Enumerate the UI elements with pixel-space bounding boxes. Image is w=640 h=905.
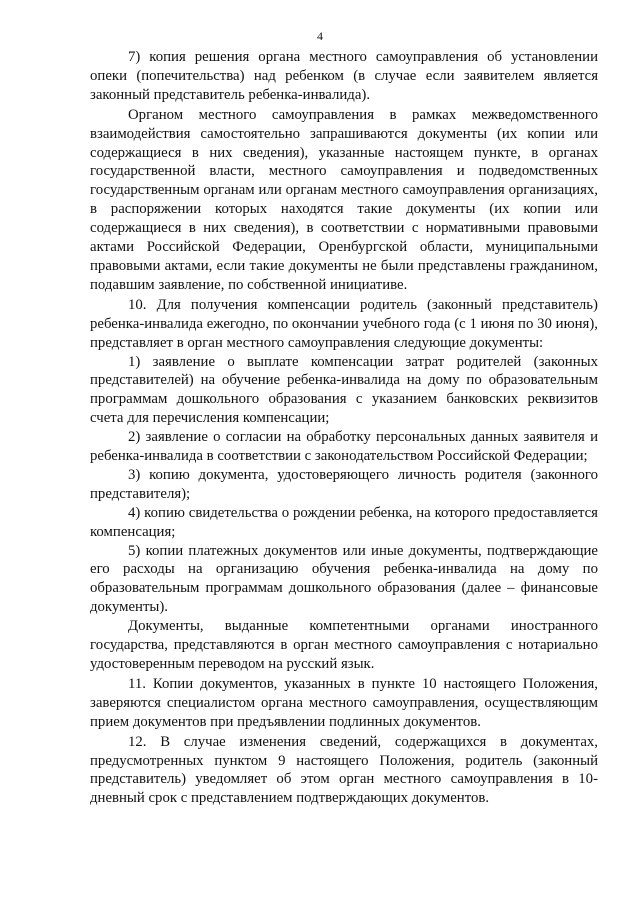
paragraph-clause-12: 12. В случае изменения сведений, содержащихся в документах, предусмотренных пунктом 9 настоящего Положения, родитель (законный представитель) уведомляет об этом орган местного самоуправления в 10-дневный срок с представлением подтверждающих документов.: [90, 733, 598, 807]
paragraph-item-2: 2) заявление о согласии на обработку персональных данных заявителя и ребенка-инвалида в соответствии с законодательством Российской Федерации;: [90, 429, 598, 465]
paragraph-item-7: 7) копия решения органа местного самоуправления об установлении опеки (попечительства) над ребенком (в случае если заявителем является законный представитель ребенка-инвалида).: [90, 49, 598, 103]
paragraph-item-3: 3) копию документа, удостоверяющего личность родителя (законного представителя);: [90, 466, 598, 502]
paragraph-item-1: 1) заявление о выплате компенсации затрат родителей (законных представителей) на обучение ребенка-инвалида на дому по образовательным программам дошкольного образования с указанием банковских реквизитов счета для перечисления компенсации;: [90, 353, 598, 427]
paragraph-foreign-documents: Документы, выданные компетентными органами иностранного государства, представляются в орган местного самоуправления с нотариально удостоверенным переводом на русский язык.: [90, 618, 598, 672]
paragraph-item-4: 4) копию свидетельства о рождении ребенка, на которого предоставляется компенсация;: [90, 504, 598, 540]
page-number: 4: [317, 29, 323, 43]
paragraph-item-5: 5) копии платежных документов или иные документы, подтверждающие его расходы на организацию обучения ребенка-инвалида на дому по образовательным программам дошкольного образования (далее – финансовые документы).: [90, 542, 598, 616]
paragraph-interagency-requests: Органом местного самоуправления в рамках межведомственного взаимодействия самостоятельно запрашиваются документы (их копии или содержащиеся в них сведения), указанные настоящем пункте, в органах государственной власти, местного самоуправления и подведомственных государственным органам или органам местного самоуправления организациях, в распоряжении которых находятся такие документы (их копии или содержащиеся в них сведения), в соответствии с нормативными правовыми актами Российской Федерации, Оренбургской области, муниципальными правовыми актами, если такие документы не были представлены гражданином, подавшим заявление, по собственной инициативе.: [90, 106, 598, 293]
document-body: [90, 48, 598, 808]
paragraph-clause-10: 10. Для получения компенсации родитель (законный представитель) ребенка-инвалида ежегодно, по окончании учебного года (с 1 июня по 30 июня), представляет в орган местного самоуправления следующие документы:: [90, 296, 598, 351]
paragraph-clause-11: 11. Копии документов, указанных в пункте 10 настоящего Положения, заверяются специалистом органа местного самоуправления, осуществляющим прием документов при предъявлении подлинных документов.: [90, 675, 598, 730]
